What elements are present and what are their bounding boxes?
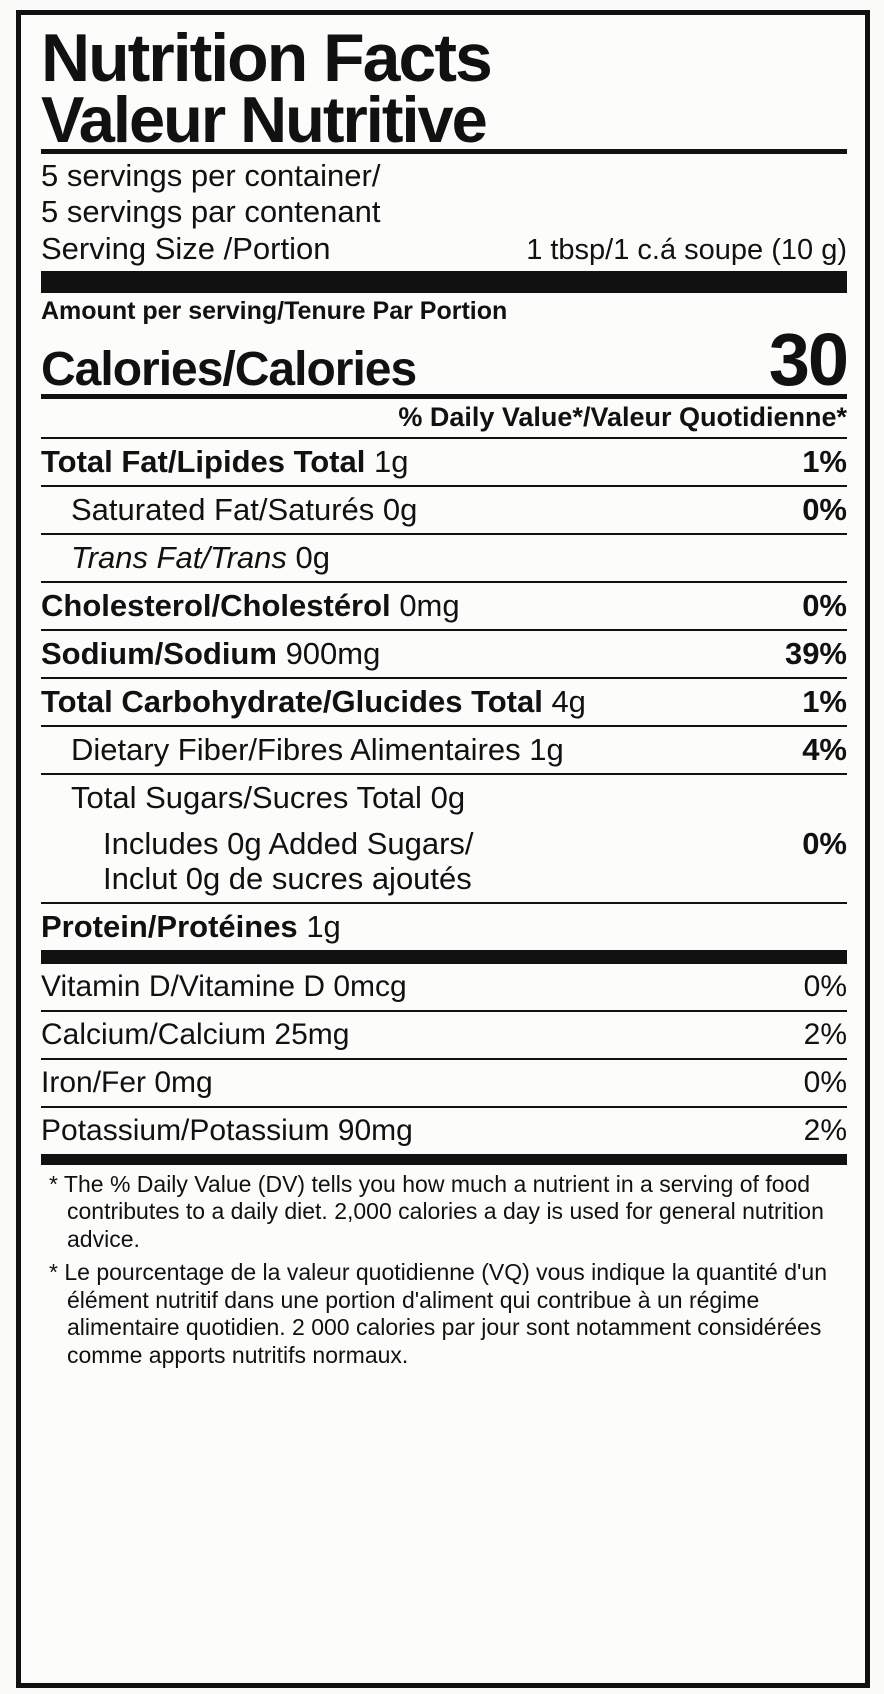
- added-sugars-row: [41, 821, 847, 901]
- nutrient-label: Total Carbohydrate/Glucides Total: [41, 684, 543, 720]
- nutrient-amount: 4g: [551, 684, 586, 720]
- title-english: Nutrition Facts: [41, 20, 491, 96]
- title-french: Valeur Nutritive: [41, 82, 486, 156]
- servings-line-french: 5 servings par contenant: [41, 193, 381, 229]
- serving-size-value: 1 tbsp/1 c.á soupe (10 g): [526, 234, 847, 266]
- nutrient-name: [41, 684, 802, 720]
- servings-per-container: [41, 154, 847, 229]
- protein-amount: 1g: [306, 908, 341, 944]
- calories-label: Calories/Calories: [41, 343, 417, 397]
- divider-thick-footnote: [41, 1154, 847, 1165]
- nutrient-name: [41, 540, 847, 576]
- servings-line-english: 5 servings per container/: [41, 158, 381, 194]
- protein-name: [41, 909, 847, 945]
- vitamin-daily-value: 0%: [803, 969, 847, 1003]
- nutrient-amount: 0g: [295, 540, 331, 576]
- added-sugars-name: [41, 827, 802, 896]
- vitamin-row: [41, 964, 847, 1010]
- nutrient-daily-value: 0%: [802, 588, 847, 624]
- nutrient-label: Cholesterol/Cholestérol: [41, 588, 391, 624]
- nutrient-name: [41, 588, 802, 624]
- nutrient-amount: 1g: [373, 444, 409, 480]
- amount-per-serving-label: Amount per serving/Tenure Par Portion: [41, 297, 508, 325]
- nutrient-row: [41, 629, 847, 677]
- nutrient-label: Total Fat/Lipides Total: [41, 444, 366, 480]
- nutrient-row: [41, 773, 847, 821]
- added-sugars-line-french: Inclut 0g de sucres ajoutés: [103, 860, 472, 896]
- footnote-english: * The % Daily Value (DV) tells you how much a nutrient in a serving of food contributes to a daily diet. 2,000 calories a day is used for general nutrition advice.: [49, 1170, 824, 1252]
- vitamin-daily-value: 2%: [803, 1113, 847, 1147]
- nutrient-daily-value: 39%: [784, 636, 847, 672]
- vitamin-name: Iron/Fer 0mg: [41, 1065, 213, 1099]
- nutrient-name: [41, 732, 802, 768]
- nutrient-daily-value: 0%: [802, 492, 847, 528]
- nutrient-amount: 1g: [529, 732, 564, 768]
- nutrient-row: [41, 581, 847, 629]
- vitamin-row: [41, 1106, 847, 1154]
- vitamin-name: Vitamin D/Vitamine D 0mcg: [41, 969, 407, 1003]
- nutrient-daily-value: 4%: [802, 732, 847, 768]
- nutrient-label: Sodium/Sodium: [41, 636, 277, 672]
- vitamin-name: Potassium/Potassium 90mg: [41, 1113, 413, 1147]
- nutrient-label: Saturated Fat/Saturés: [71, 492, 375, 528]
- serving-size-label: Serving Size /Portion: [41, 231, 331, 266]
- footnote-block: [41, 1165, 847, 1370]
- nutrient-daily-value: 1%: [802, 684, 847, 720]
- added-sugars-daily-value: 0%: [802, 826, 847, 862]
- protein-label: Protein/Protéines: [41, 908, 298, 944]
- vitamin-name: Calcium/Calcium 25mg: [41, 1017, 350, 1051]
- label-title: [41, 20, 847, 156]
- vitamin-row: [41, 1010, 847, 1058]
- nutrient-label: Total Sugars/Sucres Total: [71, 780, 422, 816]
- nutrient-name: [41, 444, 802, 480]
- nutrient-label: Dietary Fiber/Fibres Alimentaires: [71, 732, 521, 768]
- nutrient-row: [41, 677, 847, 725]
- divider-thick-top: [41, 271, 847, 293]
- footnote-french: * Le pourcentage de la valeur quotidienne (VQ) vous indique la quantité d'un élément nutritif dans une portion d'aliment qui contribue à un régime alimentaire quotidien. 2 000 calories par jour sont notamment considérées comme apports nutritifs normaux.: [49, 1259, 827, 1369]
- serving-size-row: [41, 229, 847, 271]
- nutrient-amount: 0mg: [399, 588, 460, 624]
- nutrient-row: [41, 533, 847, 581]
- added-sugars-line-english: Includes 0g Added Sugars/: [103, 826, 474, 862]
- nutrient-name: [41, 636, 785, 672]
- protein-row: [41, 902, 847, 950]
- nutrient-amount: 0g: [430, 780, 466, 816]
- nutrient-row: [41, 485, 847, 533]
- vitamin-daily-value: 2%: [803, 1017, 847, 1051]
- vitamin-row: [41, 1058, 847, 1106]
- nutrient-row: [41, 725, 847, 773]
- nutrient-name: [41, 780, 847, 816]
- vitamin-daily-value: 0%: [803, 1065, 847, 1099]
- daily-value-header: % Daily Value*/Valeur Quotidienne*: [398, 402, 847, 433]
- nutrition-label-frame: [16, 10, 870, 1688]
- nutrient-name: [41, 492, 802, 528]
- divider-thick-vitamins: [41, 950, 847, 964]
- calories-value: 30: [768, 318, 847, 401]
- nutrient-amount: 0g: [382, 492, 418, 528]
- calories-row: [41, 318, 847, 401]
- nutrient-row: [41, 437, 847, 485]
- nutrient-amount: 900mg: [285, 636, 381, 672]
- nutrient-label: Trans Fat/Trans: [71, 540, 287, 576]
- nutrient-daily-value: 1%: [802, 444, 847, 480]
